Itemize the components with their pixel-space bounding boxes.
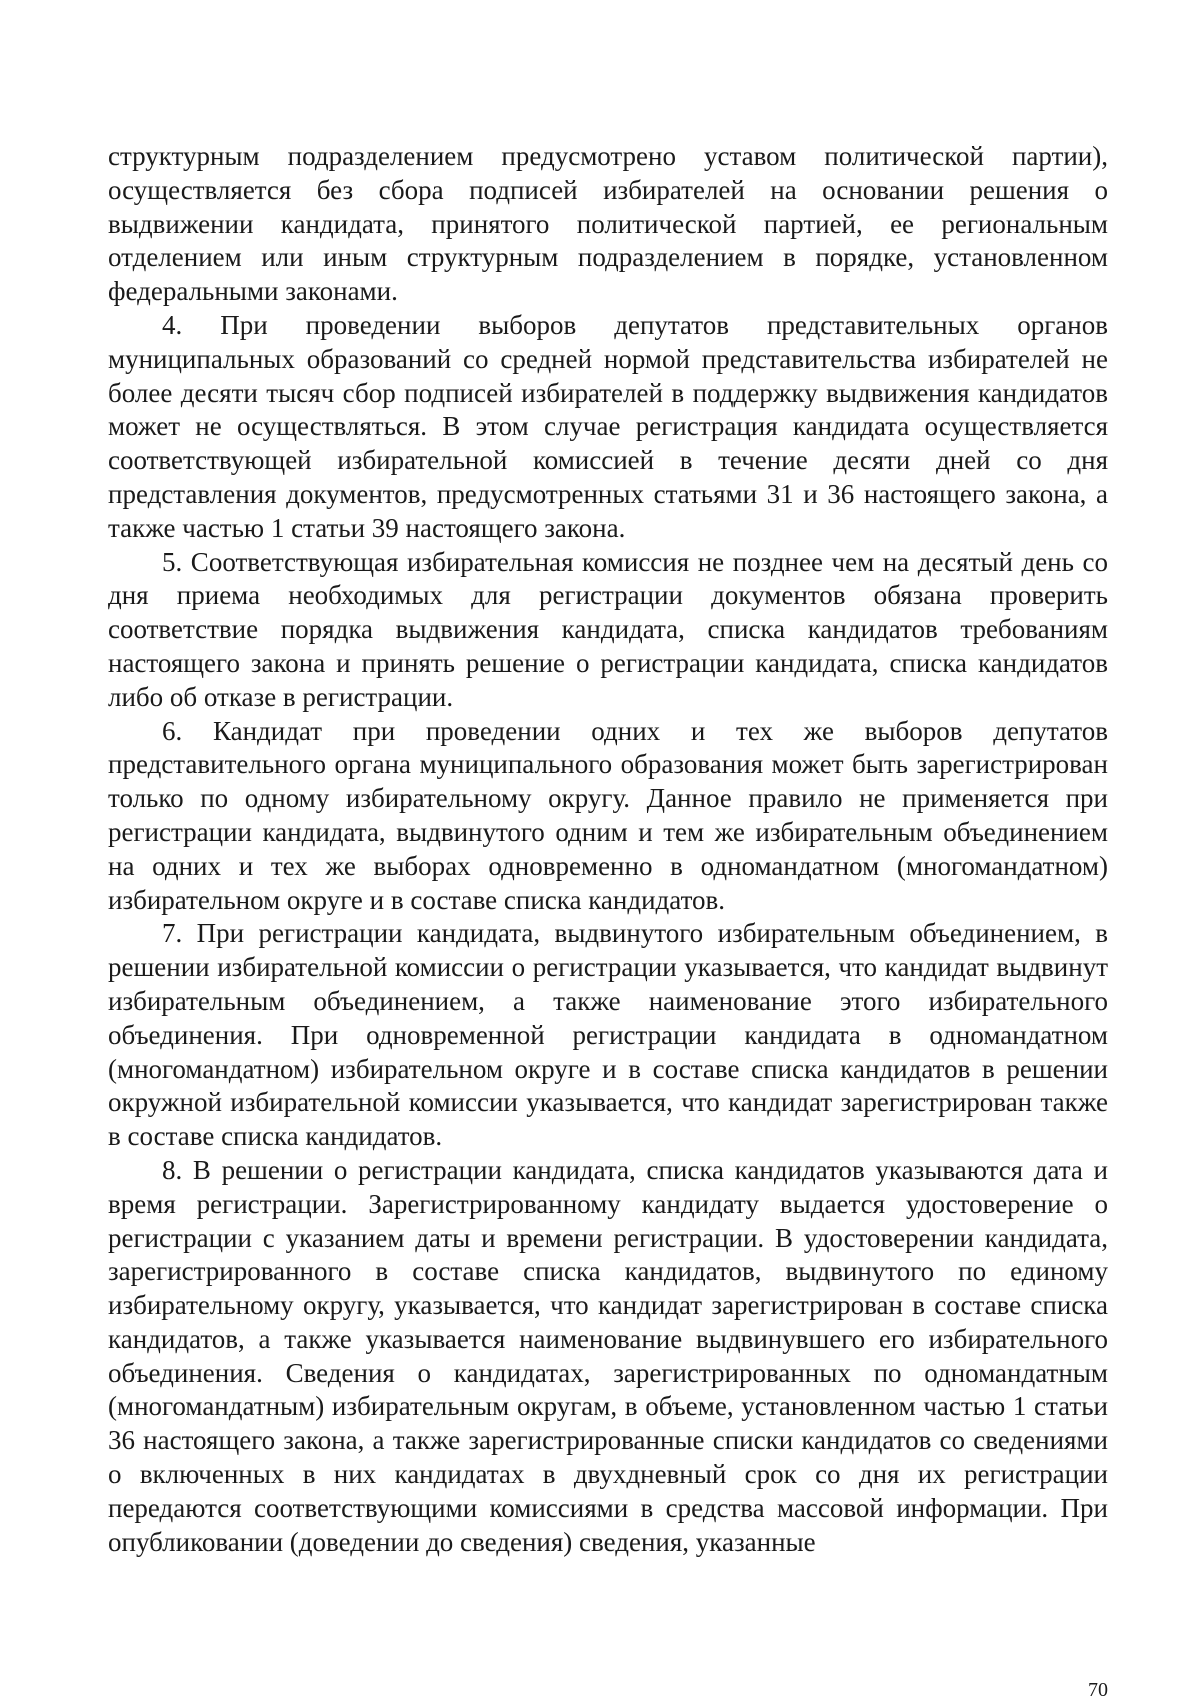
paragraph-4: 4. При проведении выборов депутатов представительных органов муниципальных образований со средней нормой представительства избирателей не более десяти тысяч сбор подписей избирателей в поддержку выдвижения кандидатов может не осуществляться. В этом случае регистрация кандидата осуществляется соответствующей избирательной комиссией в течение десяти дней со дня представления документов, предусмотренных статьями 31 и 36 настоящего закона, а также частью 1 статьи 39 настоящего закона.	[108, 309, 1108, 543]
paragraph-7: 7. При регистрации кандидата, выдвинутого избирательным объединением, в решении избирательной комиссии о регистрации указывается, что кандидат выдвинут избирательным объединением, а также наименование этого избирательного объединения. При одновременной регистрации кандидата в одномандатном (многомандатном) избирательном округе и в составе списка кандидатов в решении окружной избирательной комиссии указывается, что кандидат зарегистрирован также в составе списка кандидатов.	[108, 918, 1108, 1152]
paragraph-6: 6. Кандидат при проведении одних и тех же выборов депутатов представительного органа муниципального образования может быть зарегистрирован только по одному избирательному округу. Данное правило не применяется при регистрации кандидата, выдвинутого одним и тем же избирательным объединением на одних и тех же выборах одновременно в одномандатном (многомандатном) избирательном округе и в составе списка кандидатов.	[108, 715, 1108, 915]
paragraph-8: 8. В решении о регистрации кандидата, списка кандидатов указываются дата и время регистрации. Зарегистрированному кандидату выдается удостоверение о регистрации с указанием даты и времени регистрации. В удостоверении кандидата, зарегистрированного в составе списка кандидатов, выдвинутого по единому избирательному округу, указывается, что кандидат зарегистрирован в составе списка кандидатов, а также указывается наименование выдвинувшего его избирательного объединения. Сведения о кандидатах, зарегистрированных по одномандатным (многомандатным) избирательным округам, в объеме, установленном частью 1 статьи 36 настоящего закона, а также зарегистрированные списки кандидатов со сведениями о включенных в них кандидатах в двухдневный срок со дня их регистрации передаются соответствующими комиссиями в средства массовой информации. При опубликовании (доведении до сведения) сведения, указанные	[108, 1154, 1108, 1557]
page-number: 70	[1088, 1679, 1108, 1701]
paragraph-continuation: структурным подразделением предусмотрено уставом политической партии), осуществляется без сбора подписей избирателей на основании решения о выдвижении кандидата, принятого политической партией, ее региональным отделением или иным структурным подразделением в порядке, установленном федеральными законами.	[108, 141, 1108, 307]
paragraph-5: 5. Соответствующая избирательная комиссия не позднее чем на десятый день со дня приема необходимых для регистрации документов обязана проверить соответствие порядка выдвижения кандидата, списка кандидатов требованиям настоящего закона и принять решение о регистрации кандидата, списка кандидатов либо об отказе в регистрации.	[108, 546, 1108, 712]
document-body	[108, 140, 1108, 1559]
